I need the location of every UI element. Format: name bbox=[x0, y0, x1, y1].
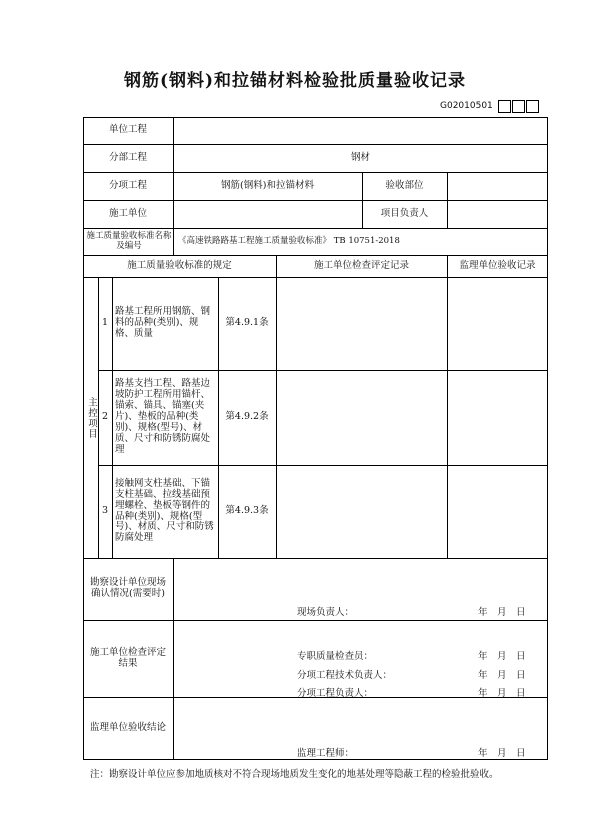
form-code: G02010501 bbox=[440, 101, 493, 111]
project-manager-value[interactable] bbox=[447, 200, 548, 228]
col-supervision-record-header: 监理单位验收记录 bbox=[459, 259, 536, 271]
unit-project-label: 单位工程 bbox=[108, 124, 147, 136]
sub-item-project-value[interactable]: 钢筋(钢料)和拉锚材料 bbox=[221, 179, 314, 191]
item-1-no: 1 bbox=[101, 317, 109, 329]
item-2-no: 2 bbox=[101, 411, 109, 423]
item-1-supervision-record[interactable] bbox=[447, 277, 548, 370]
sub-item-lead-date: 年 月 日 bbox=[478, 688, 526, 699]
quality-inspector-sign-label: 专职质量检查员： bbox=[297, 651, 374, 662]
construction-unit-value[interactable] bbox=[173, 200, 362, 228]
standard-name-label: 施工质量验收标准名称及编号 bbox=[86, 230, 172, 251]
supervision-sign-label: 监理工程师： bbox=[297, 748, 355, 759]
code-box-1 bbox=[498, 100, 511, 113]
item-2-text: 路基支挡工程、路基边坡防护工程所用锚杆、锚索、锚具、锚塞(夹片)、垫板的品种(类别)、规格(型号)、材质、尺寸和防锈防腐处理 bbox=[115, 378, 211, 455]
item-3-no: 3 bbox=[101, 505, 109, 517]
acceptance-part-label: 验收部位 bbox=[385, 179, 424, 191]
item-1-text: 路基工程所用钢筋、钢料的品种(类别)、规格、质量 bbox=[115, 306, 211, 339]
item-2-construction-record[interactable] bbox=[276, 370, 447, 465]
division-project-value[interactable]: 钢材 bbox=[350, 151, 370, 163]
construction-unit-label: 施工单位 bbox=[108, 207, 147, 219]
item-3-construction-record[interactable] bbox=[276, 465, 447, 558]
col-construction-record-header: 施工单位检查评定记录 bbox=[313, 259, 409, 271]
code-box-3 bbox=[526, 100, 539, 113]
item-2-clause: 第4.9.2条 bbox=[225, 411, 269, 423]
item-3-clause: 第4.9.3条 bbox=[225, 505, 269, 517]
code-box-2 bbox=[512, 100, 525, 113]
division-project-label: 分部工程 bbox=[108, 151, 147, 163]
item-2-supervision-record[interactable] bbox=[447, 370, 548, 465]
sub-item-project-label: 分项工程 bbox=[108, 179, 147, 191]
survey-label: 勘察设计单位现场确认情况(需要时) bbox=[90, 577, 167, 599]
sub-item-lead-sign-label: 分项工程负责人： bbox=[297, 688, 374, 699]
project-manager-label: 项目负责人 bbox=[380, 207, 429, 219]
item-1-clause: 第4.9.1条 bbox=[225, 317, 269, 329]
supervision-date: 年 月 日 bbox=[478, 748, 526, 759]
supervision-label: 监理单位验收结论 bbox=[90, 722, 167, 734]
survey-sign-label: 现场负责人： bbox=[297, 607, 355, 618]
construction-eval-label: 施工单位检查评定结果 bbox=[90, 646, 167, 669]
main-control-label: 主控项目 bbox=[85, 396, 97, 439]
quality-inspector-date: 年 月 日 bbox=[478, 651, 526, 662]
col-standard-header: 施工质量验收标准的规定 bbox=[127, 259, 232, 271]
technical-lead-date: 年 月 日 bbox=[478, 670, 526, 681]
item-3-text: 接触网支柱基础、下锚支柱基础、拉线基础预埋螺栓、垫板等钢件的品种(类别)、规格(型号)、材质、尺寸和防锈防腐处理 bbox=[115, 477, 214, 544]
form-code-row bbox=[440, 98, 539, 114]
technical-lead-sign-label: 分项工程技术负责人： bbox=[297, 670, 393, 681]
item-1-construction-record[interactable] bbox=[276, 277, 447, 370]
survey-date: 年 月 日 bbox=[478, 607, 526, 618]
page-title: 钢筋(钢料)和拉锚材料检验批质量验收记录 bbox=[123, 71, 467, 91]
footnote: 注：勘察设计单位应参加地质核对不符合现场地质发生变化的地基处理等隐蔽工程的检验批验收。 bbox=[90, 769, 499, 780]
item-3-supervision-record[interactable] bbox=[447, 465, 548, 558]
unit-project-value[interactable] bbox=[173, 117, 548, 144]
acceptance-part-value[interactable] bbox=[447, 172, 548, 200]
standard-name-value: 《高速铁路路基工程施工质量验收标准》 TB 10751-2018 bbox=[178, 235, 400, 246]
